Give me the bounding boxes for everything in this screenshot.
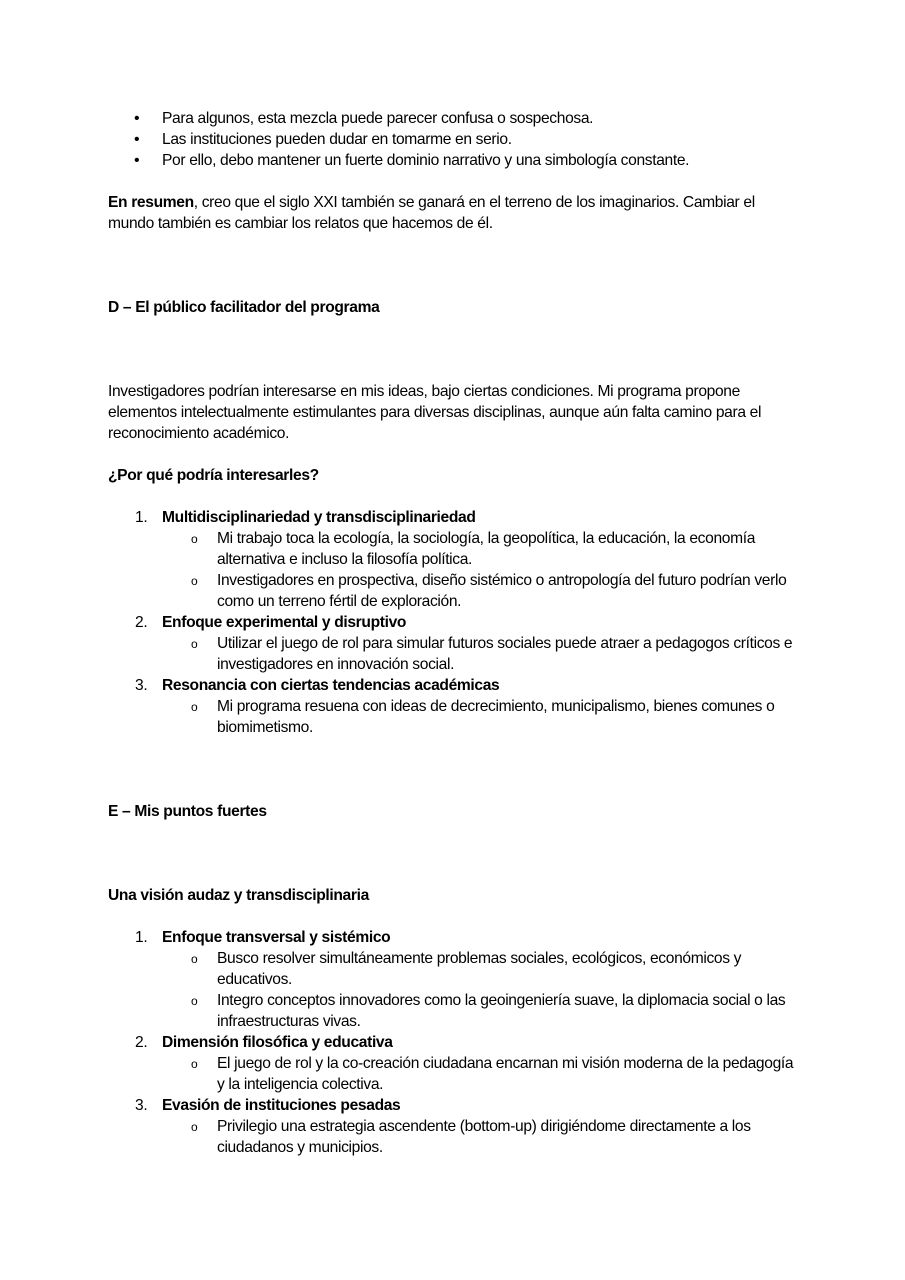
- section-e-heading: E – Mis puntos fuertes: [108, 803, 267, 820]
- sub-item: o Mi programa resuena con ideas de decrecimiento, municipalismo, bienes comunes o biomimetismo.: [162, 696, 798, 738]
- intro-bullet-list: [108, 108, 798, 171]
- item-title: Dimensión filosófica y educativa: [162, 1034, 393, 1051]
- numbered-item: [108, 612, 798, 675]
- sub-item: o Integro conceptos innovadores como la geoingeniería suave, la diplomacia social o las infraestructuras vivas.: [162, 990, 798, 1032]
- item-title: Enfoque experimental y disruptivo: [162, 614, 407, 631]
- numbered-item: [108, 675, 798, 738]
- bullet-item: • Para algunos, esta mezcla puede parecer confusa o sospechosa.: [108, 108, 798, 129]
- sub-list: [162, 633, 798, 675]
- item-title: Resonancia con ciertas tendencias académicas: [162, 677, 500, 694]
- numbered-item: [108, 927, 798, 1032]
- sub-item: o Utilizar el juego de rol para simular futuros sociales puede atraer a pedagogos críticos e investigadores en innovación social.: [162, 633, 798, 675]
- sub-item: o Privilegio una estrategia ascendente (bottom-up) dirigiéndome directamente a los ciudadanos y municipios.: [162, 1116, 798, 1158]
- summary-lead: En resumen: [108, 194, 194, 211]
- numbered-item: [108, 1032, 798, 1095]
- bullet-item: • Por ello, debo mantener un fuerte dominio narrativo y una simbología constante.: [108, 150, 798, 171]
- numbered-item: [108, 1095, 798, 1158]
- section-d-question: ¿Por qué podría interesarles?: [108, 467, 319, 484]
- section-d-numbered-list: [108, 507, 798, 738]
- item-number: 2.: [135, 1034, 148, 1051]
- sub-item: o Busco resolver simultáneamente problemas sociales, ecológicos, económicos y educativos.: [162, 948, 798, 990]
- section-d-heading: D – El público facilitador del programa: [108, 299, 380, 316]
- sub-item: o Investigadores en prospectiva, diseño sistémico o antropología del futuro podrían verlo como un terreno fértil de exploración.: [162, 570, 798, 612]
- document-page: [108, 108, 798, 1158]
- item-number: 3.: [135, 1097, 148, 1114]
- summary-text: , creo que el siglo XXI también se ganará en el terreno de los imaginarios. Cambiar el mundo también es cambiar los relatos que hacemos de él.: [108, 194, 755, 232]
- sub-list: [162, 1116, 798, 1158]
- sub-list: [162, 948, 798, 1032]
- item-number: 3.: [135, 677, 148, 694]
- item-number: 2.: [135, 614, 148, 631]
- section-e-subheading: Una visión audaz y transdisciplinaria: [108, 887, 369, 904]
- sub-item: o Mi trabajo toca la ecología, la sociología, la geopolítica, la educación, la economía alternativa e incluso la filosofía política.: [162, 528, 798, 570]
- summary-paragraph: [108, 192, 798, 234]
- section-d-paragraph: Investigadores podrían interesarse en mis ideas, bajo ciertas condiciones. Mi programa propone elementos intelectualmente estimulantes para diversas disciplinas, aunque aún falta camino para el reconocimiento académico.: [108, 383, 762, 442]
- item-title: Enfoque transversal y sistémico: [162, 929, 391, 946]
- item-number: 1.: [135, 929, 148, 946]
- sub-item: o El juego de rol y la co-creación ciudadana encarnan mi visión moderna de la pedagogía y la inteligencia colectiva.: [162, 1053, 798, 1095]
- numbered-item: [108, 507, 798, 612]
- sub-list: [162, 696, 798, 738]
- bullet-item: • Las instituciones pueden dudar en tomarme en serio.: [108, 129, 798, 150]
- item-number: 1.: [135, 509, 148, 526]
- item-title: Multidisciplinariedad y transdisciplinariedad: [162, 509, 476, 526]
- section-e-numbered-list: [108, 927, 798, 1158]
- sub-list: [162, 528, 798, 612]
- sub-list: [162, 1053, 798, 1095]
- item-title: Evasión de instituciones pesadas: [162, 1097, 401, 1114]
